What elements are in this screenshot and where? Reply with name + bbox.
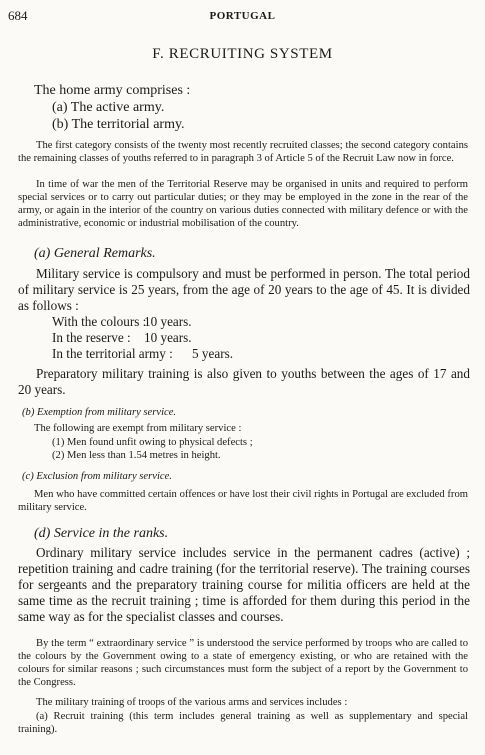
paragraph: Preparatory military training is also given to youths between the ages of 17 and 20 years. [18, 366, 470, 397]
service-period-row [52, 346, 233, 362]
period-label: With the colours : [52, 314, 147, 329]
period-label: In the reserve : [52, 330, 131, 345]
subsection-heading: (d) Service in the ranks. [34, 526, 169, 541]
exemption-item: (1) Men found unfit owing to physical defects ; [52, 437, 253, 448]
paragraph: Ordinary military service includes service in the permanent cadres (active) ; repetition training and cadre training (for the territorial reserve). The training courses for sergeants and the preparatory training course for militia officers are held at the same time as the recruit training ; time is afforded for them during this period in the same way as for the specialist classes and courses. [18, 545, 470, 624]
paragraph: Military service is compulsory and must be performed in person. The total period of military service is 25 years, from the age of 20 years to the age of 45. It is divided as follows : [18, 266, 470, 313]
section-title: F. RECRUITING SYSTEM [152, 46, 333, 62]
paragraph: By the term “ extraordinary service ” is understood the service performed by troops who are called to the colours by the Government owing to a state of emergency existing, or who are retained with the colours for similar reasons ; such circumstances must form the subject of a report by the Government to the Congress. [18, 638, 468, 688]
intro-item: (a) The active army. [52, 100, 165, 115]
period-label: In the territorial army : [52, 346, 173, 361]
period-value: 5 years. [192, 346, 234, 361]
exemption-item: (2) Men less than 1.54 metres in height. [52, 450, 221, 461]
period-value: 10 years. [144, 314, 192, 329]
service-period-row [52, 314, 192, 330]
period-value: 10 years. [144, 330, 192, 345]
paragraph: Men who have committed certain offences or have lost their civil rights in Portugal are excluded from military service. [18, 489, 468, 513]
service-period-row [52, 330, 192, 346]
subsection-heading: (a) General Remarks. [34, 246, 156, 261]
training-lead: The military training of troops of the various arms and services includes : [36, 697, 348, 708]
intro-lead: The home army comprises : [34, 83, 191, 98]
page-number: 684 [8, 8, 28, 23]
running-title: PORTUGAL [209, 10, 276, 22]
exemption-lead: The following are exempt from military service : [34, 423, 242, 434]
paragraph: The first category consists of the twenty most recently recruited classes; the second category contains the remaining classes of youths referred to in paragraph 3 of Article 5 of the Recruit Law now in force. [18, 140, 468, 164]
paragraph: In time of war the men of the Territorial Reserve may be organised in units and required to perform special services or to carry out particular duties; or they may be employed in the zone in the rear of the army, or again in the interior of the country on various duties connected with military defence or with the administrative, economic or industrial mobilisation of the country. [18, 179, 468, 229]
subsection-heading: (c) Exclusion from military service. [22, 471, 172, 482]
intro-item: (b) The territorial army. [52, 117, 185, 132]
subsection-heading: (b) Exemption from military service. [22, 407, 177, 418]
paragraph: (a) Recruit training (this term includes general training as well as supplementary and special training). [18, 711, 468, 735]
